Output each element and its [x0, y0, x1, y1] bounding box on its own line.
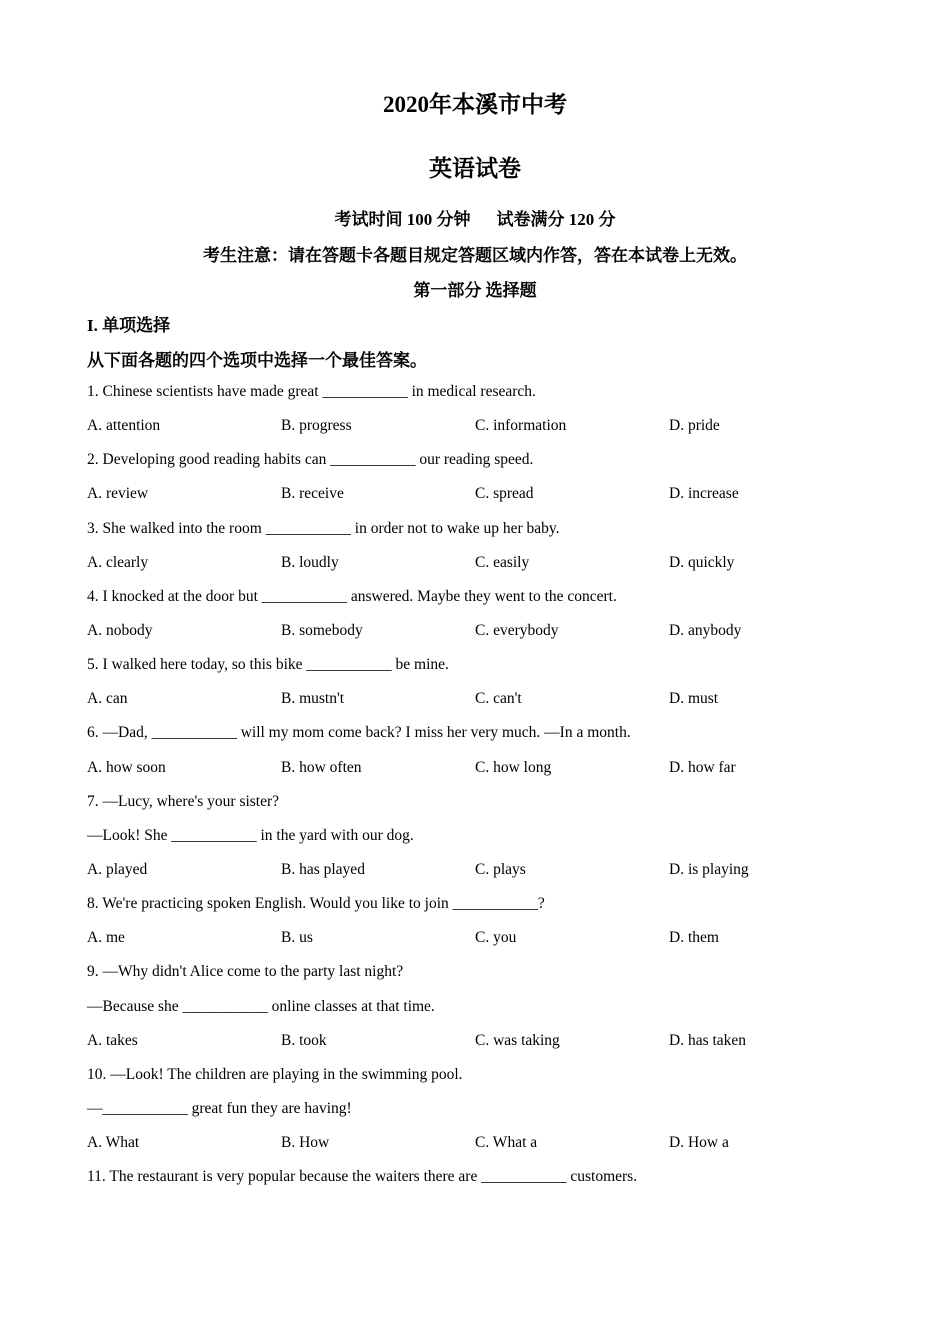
- question-options: [87, 483, 887, 517]
- option-a: A. review: [87, 485, 149, 503]
- exam-subtitle: 英语试卷: [429, 156, 521, 181]
- option-c: C. What a: [475, 1134, 538, 1152]
- question-stem-continued: —Look! She ___________ in the yard with our dog.: [87, 826, 414, 844]
- question-stem: 11. The restaurant is very popular because the waiters there are ___________ customers.: [87, 1168, 638, 1186]
- option-d: D. must: [669, 690, 719, 708]
- exam-notice: 考生注意：请在答题卡各题目规定答题区域内作答，答在本试卷上无效。: [203, 246, 747, 265]
- question-stem: 10. —Look! The children are playing in the swimming pool.: [87, 1065, 463, 1083]
- question-options: [87, 688, 887, 722]
- question-options: [87, 552, 887, 586]
- exam-time: 考试时间 100 分钟: [334, 210, 471, 229]
- question-stem-continued: —Because she ___________ online classes at that time.: [87, 997, 435, 1015]
- question-list: [87, 381, 887, 1200]
- question-options: [87, 415, 887, 449]
- option-b: B. receive: [281, 485, 344, 503]
- question-stem: 7. —Lucy, where's your sister?: [87, 792, 280, 810]
- question-stem: 1. Chinese scientists have made great ___________ in medical research.: [87, 383, 536, 400]
- option-a: A. clearly: [87, 553, 149, 571]
- question-options: [87, 927, 887, 961]
- option-c: C. spread: [475, 485, 534, 503]
- question-options: [87, 620, 887, 654]
- option-d: D. How a: [669, 1134, 729, 1152]
- option-a: A. can: [87, 690, 128, 708]
- question-stem: 3. She walked into the room ___________ in order not to wake up her baby.: [87, 519, 560, 537]
- question-stem: 6. —Dad, ___________ will my mom come back? I miss her very much. —In a month.: [87, 724, 631, 742]
- option-c: C. how long: [475, 758, 552, 776]
- question-stem: 4. I knocked at the door but ___________ answered. Maybe they went to the concert.: [87, 587, 617, 605]
- option-d: D. is playing: [669, 860, 749, 878]
- option-a: A. attention: [87, 417, 161, 435]
- question-stem: 2. Developing good reading habits can ___________ our reading speed.: [87, 451, 534, 469]
- option-d: D. them: [669, 929, 719, 947]
- question-options: [87, 1132, 887, 1166]
- option-c: C. can't: [475, 690, 522, 708]
- option-c: C. plays: [475, 860, 526, 878]
- option-b: B. How: [281, 1134, 330, 1152]
- option-b: B. somebody: [281, 621, 363, 639]
- option-b: B. has played: [281, 860, 365, 878]
- option-d: D. anybody: [669, 621, 742, 639]
- option-d: D. quickly: [669, 553, 735, 571]
- option-d: D. increase: [669, 485, 739, 503]
- section-instruction: 从下面各题的四个选项中选择一个最佳答案。: [87, 351, 427, 370]
- option-c: C. information: [475, 417, 567, 435]
- exam-title: 2020年本溪市中考: [383, 92, 567, 117]
- option-a: A. takes: [87, 1031, 138, 1049]
- option-c: C. everybody: [475, 621, 559, 639]
- question-options: [87, 1030, 887, 1064]
- option-c: C. you: [475, 929, 517, 947]
- option-c: C. was taking: [475, 1031, 560, 1049]
- section-heading: I. 单项选择: [87, 316, 171, 335]
- exam-meta: [0, 205, 950, 230]
- part-heading: 第一部分 选择题: [413, 281, 537, 300]
- option-a: A. played: [87, 860, 148, 878]
- option-a: A. me: [87, 929, 125, 947]
- question-stem: 9. —Why didn't Alice come to the party last night?: [87, 963, 404, 981]
- option-d: D. has taken: [669, 1031, 747, 1049]
- question-options: [87, 859, 887, 893]
- option-d: D. how far: [669, 758, 736, 776]
- question-options: [87, 757, 887, 791]
- option-b: B. took: [281, 1031, 327, 1049]
- option-a: A. What: [87, 1134, 140, 1152]
- option-a: A. how soon: [87, 758, 166, 776]
- option-b: B. loudly: [281, 553, 339, 571]
- full-score: 试卷满分 120 分: [496, 210, 616, 229]
- question-stem-continued: —___________ great fun they are having!: [87, 1099, 352, 1117]
- option-b: B. how often: [281, 758, 362, 776]
- option-b: B. us: [281, 929, 313, 947]
- question-stem: 5. I walked here today, so this bike ___________ be mine.: [87, 656, 449, 674]
- option-d: D. pride: [669, 417, 720, 435]
- option-c: C. easily: [475, 553, 530, 571]
- option-a: A. nobody: [87, 621, 153, 639]
- option-b: B. progress: [281, 417, 352, 435]
- question-stem: 8. We're practicing spoken English. Would you like to join ___________?: [87, 895, 545, 913]
- option-b: B. mustn't: [281, 690, 345, 708]
